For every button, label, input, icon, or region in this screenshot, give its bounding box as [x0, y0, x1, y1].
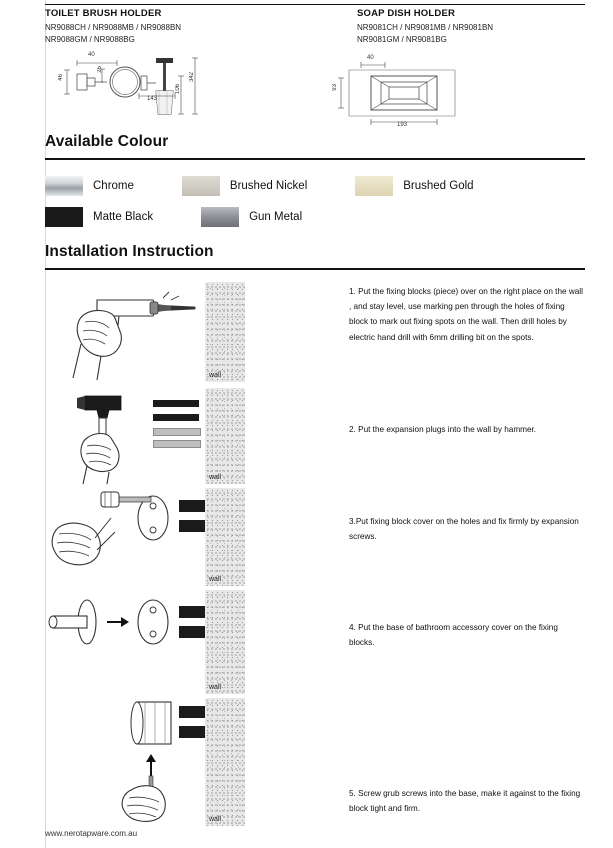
product-title: SOAP DISH HOLDER: [357, 8, 456, 19]
swatch-chrome-label: Chrome: [93, 180, 134, 192]
product-codes-line1: NR9088CH / NR9088MB / NR9088BN: [45, 23, 182, 32]
grub-screw-illustration: [45, 698, 205, 828]
step-1-text: 1. Put the fixing blocks (piece) over on the right place on the wall , and stay level, use marking pen through the holes of fixing block to mark out fixing spots on the wall. Then drill holes by electric hand drill with 6mm drilling bit on the spots.: [349, 287, 583, 342]
wall-texture: [205, 590, 245, 694]
step-5-text: 5. Screw grub screws into the base, make it against to the fixing block tight and firm.: [349, 789, 581, 814]
step-1: [45, 276, 585, 388]
drawing-toilet-brush-holder: [55, 52, 275, 136]
dim-342: 342: [189, 72, 195, 83]
installation-instruction-heading: Installation Instruction: [45, 243, 214, 260]
step-4-text: 4. Put the base of bathroom accessory cover on the fixing blocks.: [349, 623, 558, 648]
wall-label: wall: [209, 372, 222, 379]
hammer-illustration: [63, 388, 173, 486]
footer-url[interactable]: www.nerotapware.com.au: [45, 829, 138, 838]
swatch-gun-metal-label: Gun Metal: [249, 211, 303, 223]
product-codes-line2: NR9088GM / NR9088BG: [45, 34, 135, 44]
wall-texture: [205, 388, 245, 484]
installation-instruction-rule: [45, 268, 585, 270]
soap-dish-holder-svg: [325, 56, 515, 136]
dim-193: 193: [397, 122, 408, 128]
step-3: [45, 488, 585, 590]
wall-label: wall: [209, 684, 222, 691]
swatch-brushed-nickel: [182, 176, 307, 196]
swatch-row-1: [45, 176, 585, 196]
drill-illustration: [45, 278, 215, 386]
swatch-brushed-nickel-label: Brushed Nickel: [229, 180, 308, 192]
available-colour-rule: [45, 158, 585, 160]
wall-label: wall: [209, 576, 222, 583]
product-codes-line2: NR9081GM / NR9081BG: [357, 34, 447, 44]
toilet-brush-holder-svg: [55, 56, 275, 136]
swatch-chrome-chip: [45, 176, 83, 196]
dim-40: 40: [367, 55, 374, 61]
wall-texture: [205, 698, 245, 826]
product-title: TOILET BRUSH HOLDER: [45, 8, 162, 19]
dim-25: 25: [97, 66, 103, 73]
step-2: [45, 388, 585, 488]
swatch-row-2: [45, 207, 585, 227]
swatch-brushed-nickel-chip: [182, 176, 220, 196]
step-5: [45, 698, 585, 830]
product-right: [315, 8, 585, 45]
drawing-soap-dish-holder: [325, 56, 515, 136]
technical-drawings: [45, 52, 585, 136]
dim-40: 40: [88, 52, 95, 58]
available-colour-heading: Available Colour: [45, 133, 169, 150]
wall-label: wall: [209, 816, 222, 823]
top-divider: [45, 4, 585, 5]
swatch-gun-metal: [201, 207, 302, 227]
swatch-matte-black: [45, 207, 153, 227]
product-codes: [357, 22, 585, 45]
installation-steps: [45, 276, 585, 830]
colour-swatches: [45, 176, 585, 238]
product-header-row: [45, 8, 585, 45]
step-3-text: 3.Put fixing block cover on the holes and fix firmly by expansion screws.: [349, 517, 579, 542]
dim-143: 143: [147, 96, 158, 102]
dim-93: 93: [332, 84, 338, 91]
base-cover-illustration: [45, 590, 205, 696]
swatch-brushed-gold: [355, 176, 473, 196]
swatch-brushed-gold-chip: [355, 176, 393, 196]
step-2-text: 2. Put the expansion plugs into the wall by hammer.: [349, 425, 537, 434]
swatch-gun-metal-chip: [201, 207, 239, 227]
step-4: [45, 590, 585, 698]
swatch-matte-black-label: Matte Black: [93, 211, 154, 223]
swatch-brushed-gold-label: Brushed Gold: [403, 180, 474, 192]
dim-46: 46: [58, 74, 64, 81]
wall-texture: [205, 488, 245, 586]
swatch-chrome: [45, 176, 134, 196]
product-codes: [45, 22, 315, 45]
dim-106: 106: [175, 84, 181, 95]
swatch-matte-black-chip: [45, 207, 83, 227]
product-left: [45, 8, 315, 45]
screwdriver-plate-illustration: [45, 488, 205, 588]
wall-label: wall: [209, 474, 222, 481]
product-codes-line1: NR9081CH / NR9081MB / NR9081BN: [357, 23, 494, 32]
